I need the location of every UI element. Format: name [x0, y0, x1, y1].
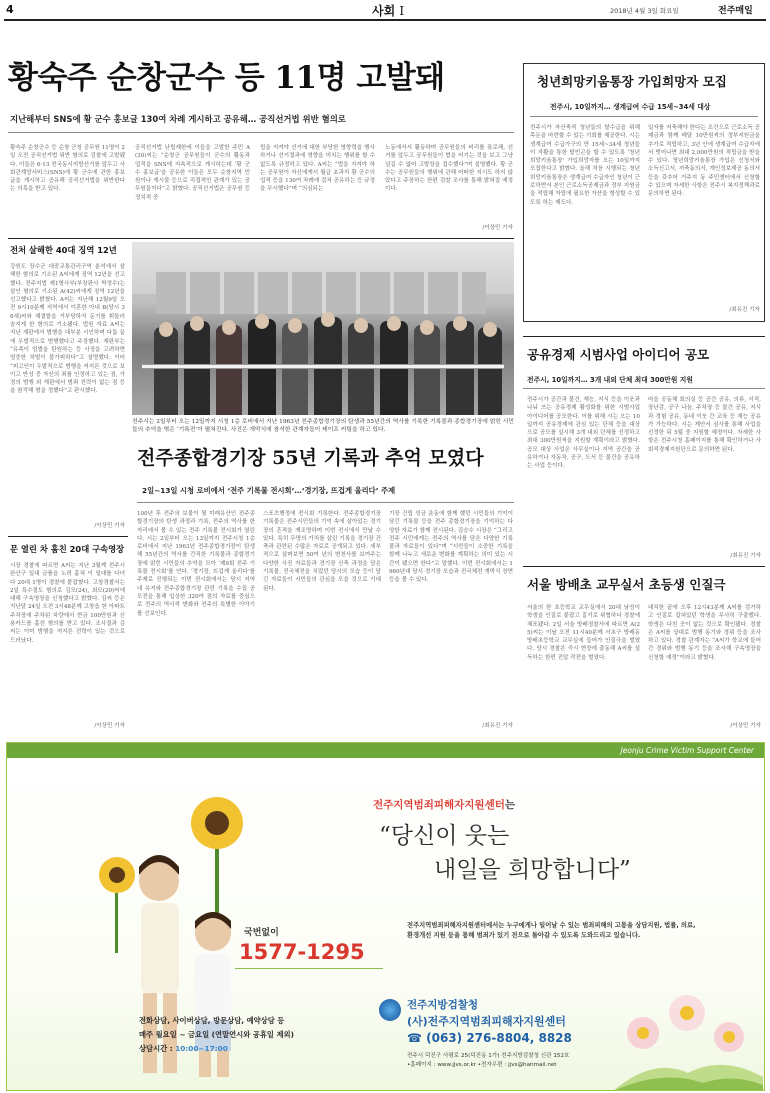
lead-bottom-rule: [8, 238, 514, 239]
ad-address: 전주시 덕진구 사평로 25(덕진동 1가) 전주지방검찰청 신관 152호: [407, 1053, 570, 1059]
hotline-rule: [235, 968, 383, 969]
ad-slogan-line2: 내일을 희망합니다”: [434, 857, 631, 883]
prosecutor-logo-icon: [379, 999, 401, 1021]
lead-subheadline: 지난해부터 SNS에 황 군수 홍보글 130여 차례 게시하고 공유해… 공직선거법 위반 혐의로: [10, 114, 346, 124]
box1-col-2: 일자를 저축해야 한다는 조건으로 근로소득 공제금과 함께 매달 10만원씩의 정부지원금을 추가로 적립하고, 3년 안에 생계급여 수급자에서 벗어나면 최대 2,000만원의 적립금을 받을 수 있다. 청년희망키움통장 가입은 신청서와 소득신고서, 저축동의서, 개인정보제공 동의서 등을 갖추어 거주지 동 주민센터에서 신청할 수 있으며 자세한 사항은 전주시 복지정책과로 문의하면 된다.: [648, 125, 760, 198]
story1-body: 강원도 장수군 대중교통관리구역 분석에서 살해한 혐의로 기소된 A씨에게 징역 12년을 선고했다. 전주지법 제1형사부(부장판사 박정수)는 살인 혐의로 기소된 A(42)씨에게 징역 12년을 선고했다고 밝혔다. A씨는 지난해 12월9일 오전 9시10분께 지역에서 이혼한 아내 B(당시 36세)씨와 재결합을 거부당하자 둔기를 휘둘러 숨지게 한 혐의로 기소됐다. 법원 자료 A씨는 지난 재판에서 범행을 대부분 시인하며 다툼 끝에 우발적으로 범행했다고 주장했다. 재판부는 “유족이 엄벌을 탄원하는 등 사정을 고려하면 엄중한 처벌이 불가피하다”고 설명했다. 이어 “피고인이 우발적으로 범행을 저지른 것으로 보이고 반성 중 자신의 죄를 인정하고 있는 점, 가정의 범행 외 재판에서 범죄 전력이 없는 점 등을 참작해 형을 정했다”고 판시했다.: [10, 264, 125, 395]
lead-col-1: 황숙주 순창군수 등 순창 군청 공무원 11명이 2일 오전 공직선거법 위반 혐의로 검찰에 고발됐다. 이들은 6·13 전국동시지방선거를 앞두고 사회관계망서비스(SNS)에 황 군수에 관한 홍보글을 게시하고 공유해 공직선거법을 위반한다는 의혹을 받고 있다.: [10, 145, 125, 193]
box2-headline: 공유경제 시범사업 아이디어 공모: [527, 347, 710, 362]
box2-top-rule: [523, 336, 765, 337]
paper-name: 전주매일: [718, 6, 753, 16]
box1-subheadline: 전주시, 10일까지… 생계급여 수급 15세~34세 대상: [550, 103, 711, 111]
story1-rule: [8, 536, 128, 537]
box3-col-1: 서울의 한 초등학교 교무실에서 20대 남성이 학생을 인질로 붙잡고 흉기로 위협하다 경찰에 체포됐다. 2일 서울 방배경찰서에 따르면 A(25)씨는 이날 오전 11시40분께 서초구 방배동 방배초등학교 교무실에 들어가 인질극을 벌였다. 당시 경찰은 즉시 현장에 출동해 A씨를 설득하는 한편 진압 작전을 벌였다.: [527, 605, 640, 661]
box1-byline: /최유진 기자: [729, 307, 760, 313]
ad-center-name: 전주지역범죄피해자지원센터는: [373, 799, 516, 811]
section-name: 사회 I: [372, 4, 405, 18]
box3-col-2: 대치한 끝에 오후 12시43분께 A씨를 검거하고 인질로 잡혀있던 학생을 무사히 구출했다. 학생은 다친 곳이 없는 것으로 확인됐다. 경찰은 A씨를 상대로 범행 동기와 경위 등을 조사하고 있다. 경찰 관계자는 “A씨가 학교에 들어간 경위와 범행 동기 등을 조사해 구속영장을 신청할 예정”이라고 밝혔다.: [648, 605, 761, 661]
box1-headline: 청년희망키움통장 가입희망자 모집: [537, 74, 727, 89]
story3-byline: /최유진 기자: [482, 723, 513, 729]
ad-org2: (사)전주지역범죄피해자지원센터: [407, 1015, 566, 1028]
story3-sub-rule: [137, 502, 514, 503]
box3-top-rule: [523, 566, 765, 567]
ad-services: 전화상담, 사이버상담, 방문상담, 예약상담 등: [139, 1016, 285, 1025]
box2-col-2: 마을 공동체 회의실 등 공간 공유, 의류, 서적, 장난감, 공구 나눔, 주차장 등 물건 공유, 지식과 경험 공유, 동네 이웃 간 교육 등 재능 공유가 가능하다. 시는 제안서 심사를 통해 사업을 선정한 뒤 5월 중 지원할 예정이다. 자세한 사항은 전주시청 홈페이지를 통해 확인하거나 사회적경제지원단으로 문의하면 된다.: [648, 397, 761, 453]
story2-headline: 문 열린 차 훔친 20대 구속영장: [10, 544, 125, 554]
photo-caption: 전주시는 2일부터 오는 12일까지 시청 1층 로비에서 지난 1963년 전주종합경기장의 탄생과 55년간의 역사를 기록한 기록물과 종합경기장에 얽힌 시민들의 추억을 엮은 ‘기록전’이 펼쳐진다. 사진은 개막식에 참석한 관계자들이 테이프 커팅을 하고 있다.: [132, 419, 514, 434]
story3-subheadline: 2일~13일 시청 로비에서 ‘전주 기록물 전시회’…‘경기장, 뜨겁게 울리다’ 주제: [142, 486, 396, 495]
issue-date: 2018년 4월 3일 화요일: [610, 7, 679, 15]
hotline-number: 1577-1295: [239, 940, 365, 964]
story1-byline: /이상민 기자: [94, 523, 125, 529]
story3-col-2: 스포츠행정에 전시회 기록한다. 전주종합경기장 기록물은 전주시민들의 기억 속에 살아있는 경기장의 흔적을 재조명하며 이번 전시에서 만날 수 있다. 특히 무명의 가치를 살린 기록을 경기장 건축과 관련된 수많은 자료로 공개되고 있다. 세부적으로 살펴보면 50여 년의 변천사를 보여주는 다양한 사진 자료들과 경기장 신축 과정을 담은 기록물, 전국체전을 치렀던 당시의 모습 등이 담긴 자료들이 시민들의 관심을 모을 것으로 기대된다.: [263, 511, 381, 592]
lead-byline: /이상민 기자: [482, 225, 513, 231]
victim-support-ad: [6, 742, 765, 1091]
child-left: [139, 855, 179, 1073]
lead-sub-rule: [8, 132, 514, 133]
story3-col-1: 100년 후 전주의 보물이 될 미래유산인 전주종합경기장의 탄생 과정과 기록, 전주의 역사를 한 자리에서 볼 수 있는 전주 기록물 전시회가 열린다. 시는 2일부터 오는 13일까지 전주시청 1층 로비에서 지난 1963년 전주종합경기장이 탄생해 55년간의 역사를 간직한 기록물과 종합경기장에 얽힌 시민들의 추억을 모아 ‘제9회 전주 기록물 전시회’를 연다. ‘경기장, 뜨겁게 울리다’를 주제로 진행되는 이번 전시회에서는 당시 지역 내 유지와 전주종합경기장 관련 기록을 수집 공모전을 통해 입상한 320여 점의 자료를 중심으로 전주의 역사적 변화와 전주의 특별한 이야기를 선보인다.: [137, 511, 255, 617]
story1-headline: 전처 살해한 40대 징역 12년: [10, 245, 117, 255]
box3-byline: /이상민 기자: [730, 723, 761, 729]
box2-col-1: 전주시가 공간과 물건, 재능, 지식 등을 이웃과 나눠 쓰는 공유경제 활성화를 위한 시범사업 아이디어를 공모한다. 이를 위해 시는 오는 10일까지 공유경제에 관심 있는 단체 등을 대상으로 공모를 실시해 3개 내외 단체를 선정하고 최대 300만원씩을 지원할 계획이라고 밝혔다. 공모 대상 사업은 사무실이나 지역 공간을 공유하거나 자동차, 공구, 도서 등 물건을 공유하는 사업 등이다.: [527, 397, 640, 470]
ad-hours: 매주 월요일 ~ 금요일 (연말연시와 공휴일 제외): [139, 1030, 294, 1039]
box1-col-1: 전주시가 자산축적 청년들의 탈수급을 위해 목돈을 마련할 수 있는 기회를 제공한다. 시는 생계급여 수급가구의 만 15세~34세 청년들이 자활을 통한 탈빈곤을 할 수 있도록 ‘청년희망키움통장’ 가입희망자를 오는 10일까지 모집한다고 밝혔다. 올해 처음 시행되는 청년희망키움통장은 생계급여 수급자인 청년이 근로하면서 본인 근로소득공제금과 정부 지원금을 적립해 자립에 필요한 자산을 형성할 수 있도록 하는 제도다.: [530, 125, 640, 206]
ad-phone: ☎ (063) 276-8804, 8828: [407, 1031, 572, 1045]
ad-org1: 전주지방검찰청: [407, 999, 479, 1011]
box2-sub-rule: [523, 388, 765, 389]
hotline-label: 국번없이: [244, 928, 279, 938]
page-number: 4: [6, 3, 14, 16]
box2-byline: /최유진 기자: [730, 553, 761, 559]
box2-subheadline: 전주시, 10일까지… 3개 내외 단체 최대 300만원 지원: [527, 376, 693, 384]
flower-decoration-icon: [613, 973, 763, 1091]
box1-sub-rule: [530, 116, 758, 117]
box3-headline: 서울 방배초 교무실서 초등생 인질극: [527, 577, 726, 592]
ad-english-name: Jeonju Crime Victim Support Center: [620, 746, 754, 755]
lead-headline: 황숙주 순창군수 등 11명 고발돼: [8, 60, 445, 96]
story3-headline: 전주종합경기장 55년 기록과 추억 모였다: [137, 447, 484, 469]
ad-slogan-line1: “당신이 웃는: [379, 823, 510, 849]
lead-col-4: 노동에서서 활동하며 공무원들의 비리를 폭로해, 선거를 앞두고 공무원들이 법을 어기는 것을 보고 그냥 넘길 수 없어 고발장을 접수했다”며 설명했다. 황 군수는 공무원들의 행위에 관해 어떠한 지시도 하지 않았다고 주장하는 한편 검찰 조사를 통해 밝혀질 예정이다.: [385, 145, 513, 193]
lead-col-3: 립을 지켜야 선거에 대한 부당한 영향력을 행사하거나 선거결과에 영향을 미치는 행위를 할 수 없도록 규정하고 있다. A씨는 “법을 지켜야 하는 공무원이 자신에게서 월급 초과지 황 군수의 업적 등을 130여 차례에 걸쳐 공유하는 등 규정을 무시했다”며 “의심되는: [260, 145, 375, 193]
ad-web: •홈페이지 : www.jjvs.or.kr •전자우편 : jjvs@hanmail.net: [407, 1062, 557, 1068]
ad-time: 상담시간 : 10:00~17:00: [139, 1044, 228, 1053]
header-rule: [4, 19, 766, 21]
story2-body: 시장 경찰에 따르면 A씨는 지난 3월께 전주시 완산구 일대 금품을 노려 훔쳐 이 일대를 다녀다 20대 1명이 경찰에 붙잡혔다. 고창경찰서는 2일 특수절도 혐의로 김모(24), 최모(20)씨에 대해 구속영장을 신청했다고 밝혔다. 김씨 등은 지난달 24일 오전 3시48분께 고창읍 한 아파트 주차장에 주차된 차량에서 현금 100만원과 신용카드를 훔친 혐의를 받고 있다. 조사결과 김씨는 이미 범행을 저지른 전력이 있는 것으로 드러났다.: [10, 563, 125, 644]
ad-description: 전주지역범죄피해자지원센터에서는 누구에게나 일어날 수 있는 범죄피해의 고통을 상담지원, 법률, 의료, 환경개선 지원 등을 통해 범죄가 있기 전으로 돌아갈 수 있도록 도와드리고 있습니다.: [407, 922, 696, 939]
story2-byline: /이상민 기자: [94, 723, 125, 729]
story3-col-3: 기장 건립 성금 운동에 함께 했던 시민들의 기억이 담긴 기록물 등을 전주 종합경기장을 기억하는 다양한 자료가 함께 전시된다. 김승수 시장은 “그리고 전주 시민에게는 전주의 역사를 담은 다양한 기록물과 자료들이 있다”며 “시민들이 소중한 기록을 함께 나누고 새로운 변화를 계획하는 의미 있는 시간이 됐으면 한다”고 말했다. 이번 전시회에서는 1960년대 당시 경기장 모습과 전국체전 개막식 장면 등을 볼 수 있다.: [389, 511, 513, 584]
ribbon-cutting-photo: [132, 242, 514, 415]
lead-col-2: 공직선거법 난립제한에 이들을 고발한 주민 A(30)씨는 “순창군 공무원들이 군수의 활동과 업적을 SNS에 지속적으로 게시하는데 ‘황 군수 홍보글’을 공유한 이들은 모두 순창지역 민원이나 게시물 등으로 직접적인 관계가 있는 공무원들이다”고 밝혔다. 공직선거법은 공무원 등 정치적 중: [135, 145, 250, 201]
